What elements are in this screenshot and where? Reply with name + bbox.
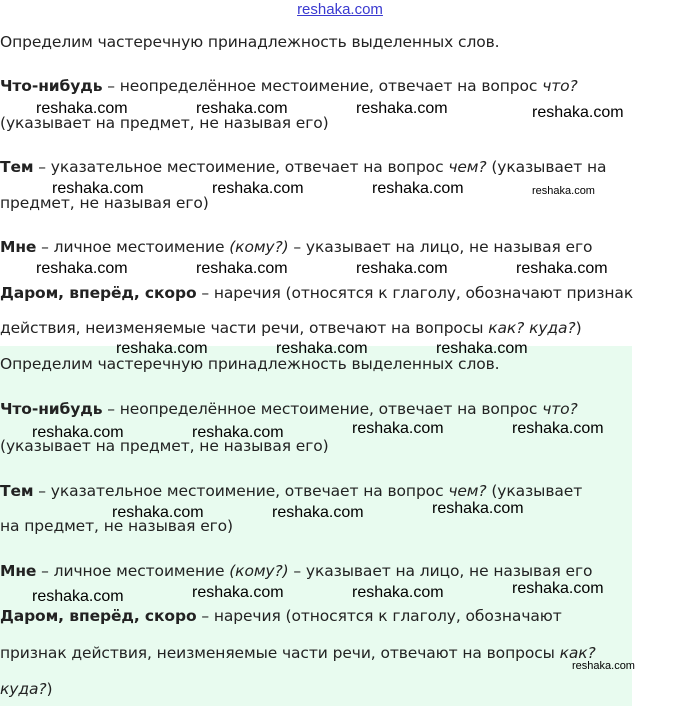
watermark: reshaka.com (116, 340, 208, 357)
paragraph-line: на предмет, не называя его) (0, 517, 234, 535)
paragraph-chto-nibud (0, 399, 578, 419)
watermark: reshaka.com (532, 185, 595, 197)
watermark: reshaka.com (512, 420, 604, 437)
term: Что-нибудь (0, 77, 103, 95)
paragraph-tem (0, 157, 606, 177)
watermark: reshaka.com (32, 588, 124, 605)
watermark: reshaka.com (352, 420, 444, 437)
question: как? куда? (488, 319, 576, 337)
paragraph-line (0, 643, 596, 663)
watermark: reshaka.com (352, 584, 444, 601)
question: (кому?) (229, 562, 289, 580)
definition-tail: – указывает на лицо, не называя его (288, 238, 593, 256)
question: чем? (448, 482, 487, 500)
watermark: reshaka.com (356, 100, 448, 117)
watermark: reshaka.com (32, 424, 124, 441)
question: что? (542, 77, 578, 95)
watermark: reshaka.com (196, 100, 288, 117)
site-watermark-link[interactable]: reshaka.com (297, 1, 383, 18)
watermark: reshaka.com (112, 504, 204, 521)
definition: – неопределённое местоимение, отвечает на вопрос (102, 400, 543, 418)
paragraph-tem (0, 481, 582, 501)
definition: – наречия (относятся к глаголу, обозначают признак (196, 284, 634, 302)
definition-tail: (указывает на (486, 158, 607, 176)
term: Тем (0, 158, 34, 176)
watermark: reshaka.com (356, 260, 448, 277)
question: что? (542, 400, 578, 418)
question: чем? (448, 158, 487, 176)
term: Мне (0, 238, 37, 256)
paragraph-mne (0, 561, 592, 581)
definition: – личное местоимение (36, 562, 230, 580)
paragraph-mne (0, 237, 592, 257)
watermark: reshaka.com (432, 500, 524, 517)
question: как? (559, 644, 596, 662)
paragraph-line: (указывает на предмет, не называя его) (0, 114, 329, 132)
definition: – неопределённое местоимение, отвечает на вопрос (102, 77, 543, 95)
definition: признак действия, неизменяемые части речи, отвечают на вопросы (0, 644, 560, 662)
watermark: reshaka.com (372, 180, 464, 197)
paragraph-line (0, 318, 582, 338)
watermark: reshaka.com (276, 340, 368, 357)
term: Даром, вперёд, скоро (0, 284, 197, 302)
watermark: reshaka.com (516, 260, 608, 277)
paragraph-line: (указывает на предмет, не называя его) (0, 437, 329, 455)
definition-tail: – указывает на лицо, не называя его (288, 562, 593, 580)
intro-text: Определим частеречную принадлежность выделенных слов. (0, 355, 500, 373)
definition: – наречия (относятся к глаголу, обозначают (196, 607, 562, 625)
term: Даром, вперёд, скоро (0, 607, 197, 625)
definition: – личное местоимение (36, 238, 230, 256)
intro-text: Определим частеречную принадлежность выделенных слов. (0, 33, 500, 51)
question: куда? (0, 680, 47, 698)
watermark: reshaka.com (192, 584, 284, 601)
watermark: reshaka.com (36, 100, 128, 117)
definition: – указательное местоимение, отвечает на вопрос (33, 158, 449, 176)
watermark: reshaka.com (52, 180, 144, 197)
definition-tail: (указывает (486, 482, 583, 500)
term: Мне (0, 562, 37, 580)
watermark: reshaka.com (572, 660, 635, 672)
term: Тем (0, 482, 34, 500)
watermark: reshaka.com (192, 424, 284, 441)
paragraph-line (0, 679, 52, 699)
watermark: reshaka.com (512, 580, 604, 597)
watermark: reshaka.com (196, 260, 288, 277)
paragraph-line: предмет, не называя его) (0, 194, 209, 212)
paragraph-chto-nibud (0, 76, 578, 96)
paragraph-narechiya (0, 283, 633, 303)
watermark: reshaka.com (436, 340, 528, 357)
paragraph-narechiya (0, 606, 562, 626)
watermark: reshaka.com (36, 260, 128, 277)
definition: действия, неизменяемые части речи, отвечают на вопросы (0, 319, 489, 337)
question: (кому?) (229, 238, 289, 256)
definition: – указательное местоимение, отвечает на вопрос (33, 482, 449, 500)
watermark: reshaka.com (212, 180, 304, 197)
watermark: reshaka.com (532, 104, 624, 121)
definition-tail: ) (575, 319, 582, 337)
definition-tail: ) (46, 680, 53, 698)
watermark: reshaka.com (272, 504, 364, 521)
term: Что-нибудь (0, 400, 103, 418)
